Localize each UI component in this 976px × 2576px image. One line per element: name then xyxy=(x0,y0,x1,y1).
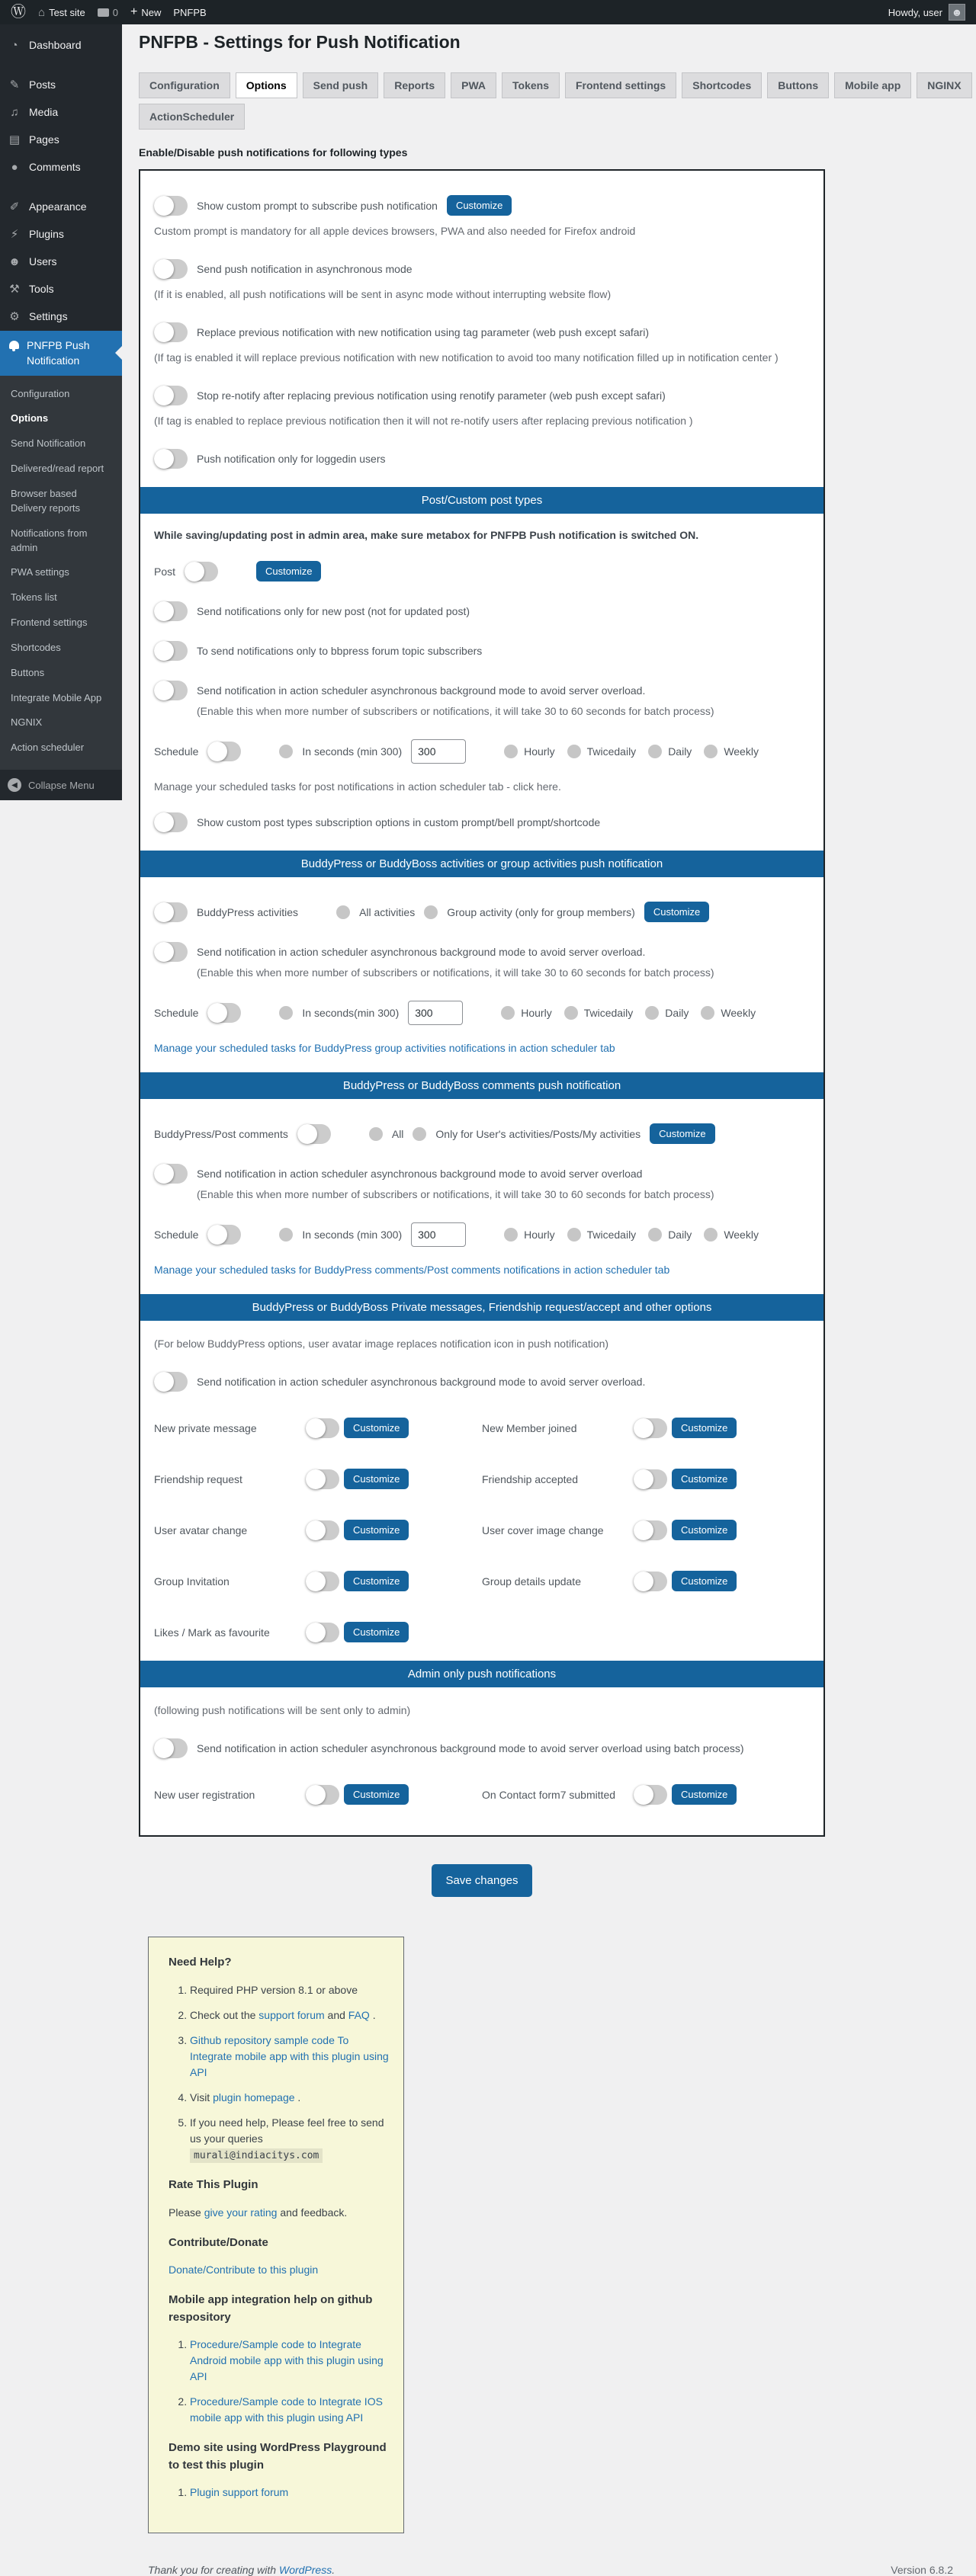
user-avatar[interactable]: ☻ xyxy=(949,4,965,21)
schedule-option-label: Hourly xyxy=(521,1007,552,1019)
sidebar-menu-item[interactable] xyxy=(0,99,122,127)
schedule-option-radio[interactable] xyxy=(504,1228,518,1242)
demo-site-title: Demo site using WordPress Playground to test this plugin xyxy=(169,2441,387,2472)
schedule-option xyxy=(567,745,637,758)
new-post-only-toggle[interactable] xyxy=(154,601,188,621)
async-mode-toggle[interactable] xyxy=(154,259,188,279)
rate-plugin-text: Please give your rating and feedback. xyxy=(169,2206,348,2219)
schedule-option xyxy=(704,745,759,758)
plugins-plug-icon: ⚡ xyxy=(10,228,19,241)
bp-seconds-label: In seconds(min 300) xyxy=(302,1007,400,1019)
sidebar-menu-item-label: Dashboard xyxy=(29,39,82,51)
private-messages-section-header: BuddyPress or BuddyBoss Private messages, Friendship request/accept and other options xyxy=(140,1294,824,1321)
comments-customize-button[interactable]: Customize xyxy=(650,1123,714,1144)
tab[interactable]: Mobile app xyxy=(834,72,911,98)
private-option-label: Likes / Mark as favourite xyxy=(154,1626,270,1639)
private-option-cell xyxy=(154,1469,482,1489)
bp-all-activities-radio[interactable] xyxy=(336,905,350,919)
bp-group-activity-radio[interactable] xyxy=(424,905,438,919)
schedule-option-label: Weekly xyxy=(724,745,759,758)
admin-footer xyxy=(148,2564,961,2576)
private-option-customize-button[interactable]: Customize xyxy=(344,1418,409,1438)
sidebar-menu-item[interactable] xyxy=(0,127,122,154)
bp-activities-section-header: BuddyPress or BuddyBoss activities or group activities push notification xyxy=(140,851,824,877)
sidebar-menu-item-label: Appearance xyxy=(29,200,87,213)
private-option-toggle[interactable] xyxy=(634,1520,667,1540)
comments-user-label: Only for User's activities/Posts/My activities xyxy=(435,1127,641,1140)
contribute-title: Contribute/Donate xyxy=(169,2235,268,2249)
schedule-option xyxy=(504,745,554,758)
schedule-option xyxy=(504,1228,554,1242)
pnfpb-submenu-item[interactable]: Options xyxy=(11,412,49,425)
private-option-customize-button[interactable]: Customize xyxy=(672,1571,737,1591)
bbpress-subscribers-label: To send notifications only to bbpress forum topic subscribers xyxy=(197,645,483,657)
media-icon: ♫ xyxy=(10,106,19,119)
admin-only-note: (following push notifications will be sent only to admin) xyxy=(154,1704,411,1716)
tab[interactable]: NGINX xyxy=(917,72,971,98)
admin-options-grid xyxy=(154,1784,810,1805)
tab[interactable]: Frontend settings xyxy=(565,72,676,98)
tab[interactable]: ActionScheduler xyxy=(139,104,245,130)
sidebar-menu-item-label: Settings xyxy=(29,310,68,322)
help-item-github xyxy=(190,2033,391,2081)
comments-count: 0 xyxy=(112,6,118,18)
pnfpb-submenu-item[interactable]: Tokens list xyxy=(11,591,57,604)
pnfpb-submenu-item[interactable]: Notifications from admin xyxy=(11,527,88,553)
private-option-customize-button[interactable]: Customize xyxy=(344,1622,409,1642)
bell-icon xyxy=(9,341,19,349)
pnfpb-submenu-item[interactable]: Integrate Mobile App xyxy=(11,691,102,703)
pnfpb-submenu-item[interactable]: Action scheduler xyxy=(11,742,85,754)
settings-gear-icon: ⚙ xyxy=(9,310,20,323)
private-option-customize-button[interactable]: Customize xyxy=(344,1469,409,1489)
private-option-cell xyxy=(154,1418,482,1438)
schedule-option-radio[interactable] xyxy=(564,1006,578,1020)
private-async-toggle[interactable] xyxy=(154,1372,188,1392)
replace-notification-toggle[interactable] xyxy=(154,322,188,342)
help-item-homepage: 4. Visit plugin homepage . xyxy=(190,2090,391,2106)
comments-async-label: Send notification in action scheduler asynchronous background mode to avoid server overload xyxy=(197,1168,643,1180)
private-option-customize-button[interactable]: Customize xyxy=(672,1418,737,1438)
custom-prompt-toggle[interactable] xyxy=(154,196,188,216)
schedule-option-radio[interactable] xyxy=(567,745,581,758)
pnfpb-submenu-item[interactable]: Shortcodes xyxy=(11,641,61,653)
ios-integration-link[interactable]: Procedure/Sample code to Integrate IOS mobile app with this plugin using API xyxy=(190,2395,383,2424)
comment-bubble-icon xyxy=(98,8,109,17)
wordpress-logo-icon[interactable]: Ⓦ xyxy=(11,4,26,21)
post-schedule-options xyxy=(504,745,759,758)
sidebar-menu-item[interactable] xyxy=(0,303,122,331)
bp-schedule-toggle[interactable] xyxy=(207,1003,241,1023)
post-async-note: (Enable this when more number of subscribers or notifications, it will take 30 to 60 seconds for batch process) xyxy=(197,705,714,717)
admin-option-customize-button[interactable]: Customize xyxy=(672,1784,737,1805)
sidebar-menu-item[interactable] xyxy=(0,194,122,221)
private-option-cell xyxy=(482,1571,810,1591)
schedule-option-radio[interactable] xyxy=(504,745,518,758)
schedule-option-radio[interactable] xyxy=(701,1006,714,1020)
sidebar-active-label: PNFPB Push Notification xyxy=(27,339,90,367)
pnfpb-submenu xyxy=(0,376,122,771)
bp-activities-customize-button[interactable]: Customize xyxy=(644,902,709,922)
pnfpb-submenu-item[interactable]: NGNIX xyxy=(11,716,43,729)
pnfpb-admin-bar-link[interactable] xyxy=(173,7,206,18)
tab[interactable]: Shortcodes xyxy=(682,72,762,98)
pnfpb-submenu-item[interactable]: Browser based Delivery reports xyxy=(11,487,81,514)
support-email: murali@indiacitys.com xyxy=(190,2148,323,2163)
pnfpb-label: PNFPB xyxy=(173,6,207,18)
custom-prompt-label: Show custom prompt to subscribe push notification xyxy=(197,199,438,212)
schedule-option-radio[interactable] xyxy=(704,745,718,758)
comments-schedule-label: Schedule xyxy=(154,1229,199,1241)
tab[interactable]: Tokens xyxy=(502,72,560,98)
metabox-note: While saving/updating post in admin area, make sure metabox for PNFPB Push notification is switched ON. xyxy=(154,529,699,541)
private-option-toggle[interactable] xyxy=(306,1418,339,1438)
loggedin-only-toggle[interactable] xyxy=(154,449,188,469)
post-schedule-toggle[interactable] xyxy=(207,742,241,761)
tabs-row-1 xyxy=(139,72,961,98)
post-toggle[interactable] xyxy=(185,562,218,582)
comments-seconds-input[interactable] xyxy=(411,1222,466,1247)
sidebar-menu-item[interactable] xyxy=(0,248,122,276)
custom-post-types-prompt-label: Show custom post types subscription options in custom prompt/bell prompt/shortcode xyxy=(197,816,601,828)
bp-async-toggle[interactable] xyxy=(154,942,188,962)
private-option-label: User avatar change xyxy=(154,1523,248,1536)
tools-wrench-icon: ⚒ xyxy=(9,283,20,296)
pnfpb-submenu-item[interactable]: Frontend settings xyxy=(11,617,88,629)
sidebar-menu-item-label: Posts xyxy=(29,78,56,91)
loggedin-only-label: Push notification only for loggedin users xyxy=(197,453,386,465)
give-rating-link[interactable]: give your rating xyxy=(204,2206,281,2219)
post-async-toggle[interactable] xyxy=(154,681,188,700)
rate-plugin-title: Rate This Plugin xyxy=(169,2178,258,2191)
private-option-cell xyxy=(482,1520,810,1540)
private-option-label: Friendship request xyxy=(154,1472,242,1485)
site-name-link[interactable] xyxy=(38,6,85,19)
private-option-customize-button[interactable]: Customize xyxy=(344,1571,409,1591)
post-seconds-radio[interactable] xyxy=(279,745,293,758)
admin-option-cell xyxy=(482,1784,810,1805)
schedule-option-label: Twicedaily xyxy=(583,1007,634,1019)
private-option-toggle[interactable] xyxy=(634,1572,667,1591)
tab[interactable]: Configuration xyxy=(139,72,230,98)
private-option-label: New private message xyxy=(154,1421,257,1434)
help-item-queries: 5. If you need help, Please feel free to send us your queries murali@indiacitys.com xyxy=(190,2115,391,2164)
sidebar-menu-item[interactable] xyxy=(0,72,122,99)
schedule-option-label: Twicedaily xyxy=(586,1229,637,1241)
post-schedule-label: Schedule xyxy=(154,745,199,758)
admin-bar xyxy=(0,0,976,24)
schedule-option-label: Weekly xyxy=(721,1007,756,1019)
general-section xyxy=(140,171,824,487)
pnfpb-submenu-item[interactable]: PWA settings xyxy=(11,566,69,578)
sidebar-menu-item[interactable] xyxy=(0,32,122,59)
post-types-section xyxy=(140,514,824,851)
schedule-option xyxy=(567,1228,637,1242)
bp-group-activity-label: Group activity (only for group members) xyxy=(447,905,635,918)
pnfpb-submenu-item[interactable]: Send Notification xyxy=(11,437,86,450)
avatar-note: (For below BuddyPress options, user avatar image replaces notification icon in push notification) xyxy=(154,1338,609,1350)
settings-panel xyxy=(139,169,825,1837)
pnfpb-submenu-item[interactable]: Buttons xyxy=(11,666,45,678)
comments-manage-link[interactable]: Manage your scheduled tasks for BuddyPress comments/Post comments notifications in action scheduler tab xyxy=(154,1264,670,1276)
admin-option-toggle[interactable] xyxy=(306,1785,339,1805)
post-seconds-input[interactable] xyxy=(411,739,466,764)
comments-seconds-radio[interactable] xyxy=(279,1228,293,1242)
private-option-cell xyxy=(154,1520,482,1540)
sidebar-menu-item-label: Comments xyxy=(29,161,81,173)
private-option-customize-button[interactable]: Customize xyxy=(672,1469,737,1489)
schedule-option-label: Daily xyxy=(668,745,692,758)
comments-bubble-icon: ● xyxy=(11,161,18,174)
main-content xyxy=(122,0,976,2576)
private-option-cell xyxy=(154,1622,482,1642)
private-options-grid xyxy=(154,1418,810,1642)
bp-seconds-input[interactable] xyxy=(408,1001,463,1025)
schedule-option-radio[interactable] xyxy=(704,1228,718,1242)
save-area xyxy=(139,1864,825,1897)
bp-all-activities-label: All activities xyxy=(359,905,416,918)
bp-comments-label: BuddyPress/Post comments xyxy=(154,1127,288,1140)
private-option-cell xyxy=(154,1571,482,1591)
need-help-title: Need Help? xyxy=(169,1956,232,1969)
sidebar-menu-item-label: Pages xyxy=(29,133,59,146)
dashboard-icon: ◔ xyxy=(11,39,18,52)
schedule-option-radio[interactable] xyxy=(645,1006,659,1020)
sidebar-menu-item[interactable] xyxy=(0,221,122,248)
page-title: PNFPB - Settings for Push Notification xyxy=(139,32,461,52)
custom-prompt-note: Custom prompt is mandatory for all apple devices browsers, PWA and also needed for Firefox android xyxy=(154,225,636,237)
schedule-option xyxy=(648,745,692,758)
admin-option-cell xyxy=(154,1784,482,1805)
schedule-option-label: Daily xyxy=(665,1007,689,1019)
mobile-android-item xyxy=(190,2337,391,2385)
replace-notification-note: (If tag is enabled it will replace previous notification with new notification to avoid too many notification filled up in notification center ) xyxy=(154,351,779,364)
bp-async-note: (Enable this when more number of subscribers or notifications, it will take 30 to 60 seconds for batch process) xyxy=(197,966,714,979)
schedule-option-label: Daily xyxy=(668,1229,692,1241)
collapse-arrow-icon: ◀ xyxy=(8,778,21,792)
private-option-toggle[interactable] xyxy=(634,1418,667,1438)
howdy-user-link[interactable]: Howdy, user xyxy=(888,6,942,18)
sidebar-menu-item-label: Plugins xyxy=(29,228,64,240)
sidebar-menu-item-label: Media xyxy=(29,106,59,118)
home-icon: ⌂ xyxy=(38,5,46,19)
tab[interactable]: Buttons xyxy=(767,72,829,98)
admin-sidebar xyxy=(0,24,122,800)
android-integration-link[interactable]: Procedure/Sample code to Integrate Android mobile app with this plugin using API xyxy=(190,2338,384,2382)
admin-option-customize-button[interactable]: Customize xyxy=(344,1784,409,1805)
bp-seconds-radio[interactable] xyxy=(279,1006,293,1020)
pages-icon: ▤ xyxy=(8,133,21,146)
mobile-ios-item xyxy=(190,2394,391,2426)
private-option-customize-button[interactable]: Customize xyxy=(344,1520,409,1540)
mobile-integration-title: Mobile app integration help on github respository xyxy=(169,2293,373,2324)
sidebar-menu-item[interactable] xyxy=(0,154,122,181)
pnfpb-submenu-item[interactable]: Delivered/read report xyxy=(11,463,104,475)
schedule-option xyxy=(704,1228,759,1242)
async-mode-note: (If it is enabled, all push notifications will be sent in async mode without interrupting website flow) xyxy=(154,288,612,300)
site-name-label: Test site xyxy=(49,6,85,18)
tab[interactable]: Send push xyxy=(303,72,379,98)
footer-thanks: Thank you for creating with WordPress. xyxy=(148,2564,336,2576)
sidebar-menu-item-label: Tools xyxy=(29,283,54,295)
post-types-section-header: Post/Custom post types xyxy=(140,487,824,514)
collapse-menu-label: Collapse Menu xyxy=(28,779,95,791)
comments-async-toggle[interactable] xyxy=(154,1164,188,1184)
custom-prompt-customize-button[interactable]: Customize xyxy=(447,195,512,216)
bp-comments-toggle[interactable] xyxy=(297,1124,331,1144)
pushpin-icon: ✎ xyxy=(9,78,20,91)
schedule-option xyxy=(648,1228,692,1242)
schedule-option-label: Hourly xyxy=(524,1229,555,1241)
help-item-forum: 2. Check out the support forum and FAQ . xyxy=(190,2007,391,2023)
new-label: New xyxy=(141,6,162,18)
post-seconds-label: In seconds (min 300) xyxy=(302,745,403,758)
schedule-option-radio[interactable] xyxy=(648,1228,662,1242)
pnfpb-submenu-item[interactable]: Configuration xyxy=(11,387,70,399)
schedule-option xyxy=(701,1006,756,1020)
bp-schedule-options xyxy=(501,1006,756,1020)
private-option-toggle[interactable] xyxy=(306,1469,339,1489)
schedule-option-radio[interactable] xyxy=(567,1228,581,1242)
plugin-support-forum-link[interactable]: Plugin support forum xyxy=(190,2486,289,2498)
stop-renotify-label: Stop re-notify after replacing previous notification using renotify parameter (web push except safari) xyxy=(197,389,666,402)
help-item-php: 1. Required PHP version 8.1 or above xyxy=(190,1982,391,1998)
plus-icon: + xyxy=(130,5,138,18)
sidebar-menu-item-label: Users xyxy=(29,255,57,268)
private-option-toggle[interactable] xyxy=(306,1520,339,1540)
admin-option-label: On Contact form7 submitted xyxy=(482,1788,616,1801)
support-forum-link[interactable]: support forum xyxy=(258,2008,328,2021)
post-label: Post xyxy=(154,565,176,578)
bbpress-subscribers-toggle[interactable] xyxy=(154,641,188,661)
wordpress-link[interactable]: WordPress xyxy=(278,2564,332,2576)
custom-post-types-prompt-toggle[interactable] xyxy=(154,812,188,832)
bp-schedule-label: Schedule xyxy=(154,1007,199,1019)
admin-option-toggle[interactable] xyxy=(634,1785,667,1805)
post-async-label: Send notification in action scheduler asynchronous background mode to avoid server overload. xyxy=(197,684,646,697)
save-changes-button[interactable]: Save changes xyxy=(432,1864,531,1897)
admin-async-toggle[interactable] xyxy=(154,1738,188,1758)
bp-async-label: Send notification in action scheduler asynchronous background mode to avoid server overload. xyxy=(197,946,646,958)
post-manage-text[interactable]: Manage your scheduled tasks for post notifications in action scheduler tab - click here. xyxy=(154,780,561,793)
demo-forum-item xyxy=(190,2485,391,2501)
stop-renotify-note: (If tag is enabled to replace previous notification then it will not re-notify users after replacing previous notification ) xyxy=(154,415,693,427)
comments-schedule-toggle[interactable] xyxy=(207,1225,241,1245)
comments-all-radio[interactable] xyxy=(369,1127,383,1141)
new-post-only-label: Send notifications only for new post (not for updated post) xyxy=(197,605,470,617)
collapse-menu-button[interactable] xyxy=(0,770,122,800)
footer-version: Version 6.8.2 xyxy=(891,2564,953,2576)
private-option-toggle[interactable] xyxy=(634,1469,667,1489)
admin-option-label: New user registration xyxy=(154,1788,255,1801)
comments-user-radio[interactable] xyxy=(413,1127,426,1141)
plugin-homepage-link[interactable]: plugin homepage xyxy=(213,2091,298,2103)
tabs-row-2 xyxy=(139,104,961,130)
bp-activities-label: BuddyPress activities xyxy=(197,905,299,918)
new-content-link[interactable] xyxy=(130,5,161,19)
sidebar-menu xyxy=(0,32,122,331)
faq-link[interactable]: FAQ xyxy=(348,2008,373,2021)
enable-disable-heading: Enable/Disable push notifications for following types xyxy=(139,146,408,159)
schedule-option-label: Twicedaily xyxy=(586,745,637,758)
admin-async-label: Send notification in action scheduler asynchronous background mode to avoid server overload using batch process) xyxy=(197,1742,744,1754)
private-async-label: Send notification in action scheduler asynchronous background mode to avoid server overload. xyxy=(197,1376,646,1388)
post-customize-button[interactable]: Customize xyxy=(256,561,321,582)
tab[interactable]: PWA xyxy=(451,72,496,98)
tab[interactable]: Options xyxy=(236,72,297,98)
private-option-toggle[interactable] xyxy=(306,1572,339,1591)
bp-manage-link[interactable]: Manage your scheduled tasks for BuddyPress group activities notifications in action scheduler tab xyxy=(154,1042,615,1054)
sidebar-item-pnfpb-push-notification[interactable] xyxy=(0,331,122,376)
schedule-option-label: Hourly xyxy=(524,745,555,758)
schedule-option xyxy=(645,1006,689,1020)
comments-all-label: All xyxy=(391,1127,404,1140)
github-sample-code-link[interactable]: Github repository sample code To Integrate mobile app with this plugin using API xyxy=(190,2033,389,2078)
tab[interactable]: Reports xyxy=(384,72,445,98)
donate-link[interactable]: Donate/Contribute to this plugin xyxy=(169,2264,319,2276)
private-option-label: User cover image change xyxy=(482,1523,604,1536)
private-option-cell xyxy=(482,1469,810,1489)
bp-activities-section xyxy=(140,877,824,1072)
admin-only-section-header: Admin only push notifications xyxy=(140,1661,824,1687)
private-option-cell xyxy=(482,1418,810,1438)
comments-seconds-label: In seconds (min 300) xyxy=(302,1229,403,1241)
bp-comments-section-header: BuddyPress or BuddyBoss comments push notification xyxy=(140,1072,824,1099)
private-option-customize-button[interactable]: Customize xyxy=(672,1520,737,1540)
bp-activities-toggle[interactable] xyxy=(154,902,188,922)
schedule-option-radio[interactable] xyxy=(648,745,662,758)
schedule-option-label: Weekly xyxy=(724,1229,759,1241)
comments-async-note: (Enable this when more number of subscribers or notifications, it will take 30 to 60 seconds for batch process) xyxy=(197,1188,714,1200)
help-box xyxy=(148,1937,404,2533)
stop-renotify-toggle[interactable] xyxy=(154,386,188,405)
private-option-toggle[interactable] xyxy=(306,1623,339,1642)
private-option-label: New Member joined xyxy=(482,1421,577,1434)
replace-notification-label: Replace previous notification with new notification using tag parameter (web push except safari) xyxy=(197,326,649,338)
private-option-label: Group Invitation xyxy=(154,1575,230,1588)
schedule-option-radio[interactable] xyxy=(501,1006,515,1020)
sidebar-menu-item[interactable] xyxy=(0,276,122,303)
appearance-brush-icon: ✐ xyxy=(9,200,20,213)
comments-schedule-options xyxy=(504,1228,759,1242)
admin-only-section xyxy=(140,1687,824,1835)
comments-admin-bar-link[interactable] xyxy=(98,7,118,18)
bp-comments-section xyxy=(140,1099,824,1294)
schedule-option xyxy=(564,1006,634,1020)
users-icon: ☻ xyxy=(8,255,21,268)
private-option-label: Group details update xyxy=(482,1575,581,1588)
private-option-label: Friendship accepted xyxy=(482,1472,579,1485)
private-messages-section xyxy=(140,1321,824,1661)
async-mode-label: Send push notification in asynchronous mode xyxy=(197,263,413,275)
schedule-option xyxy=(501,1006,551,1020)
